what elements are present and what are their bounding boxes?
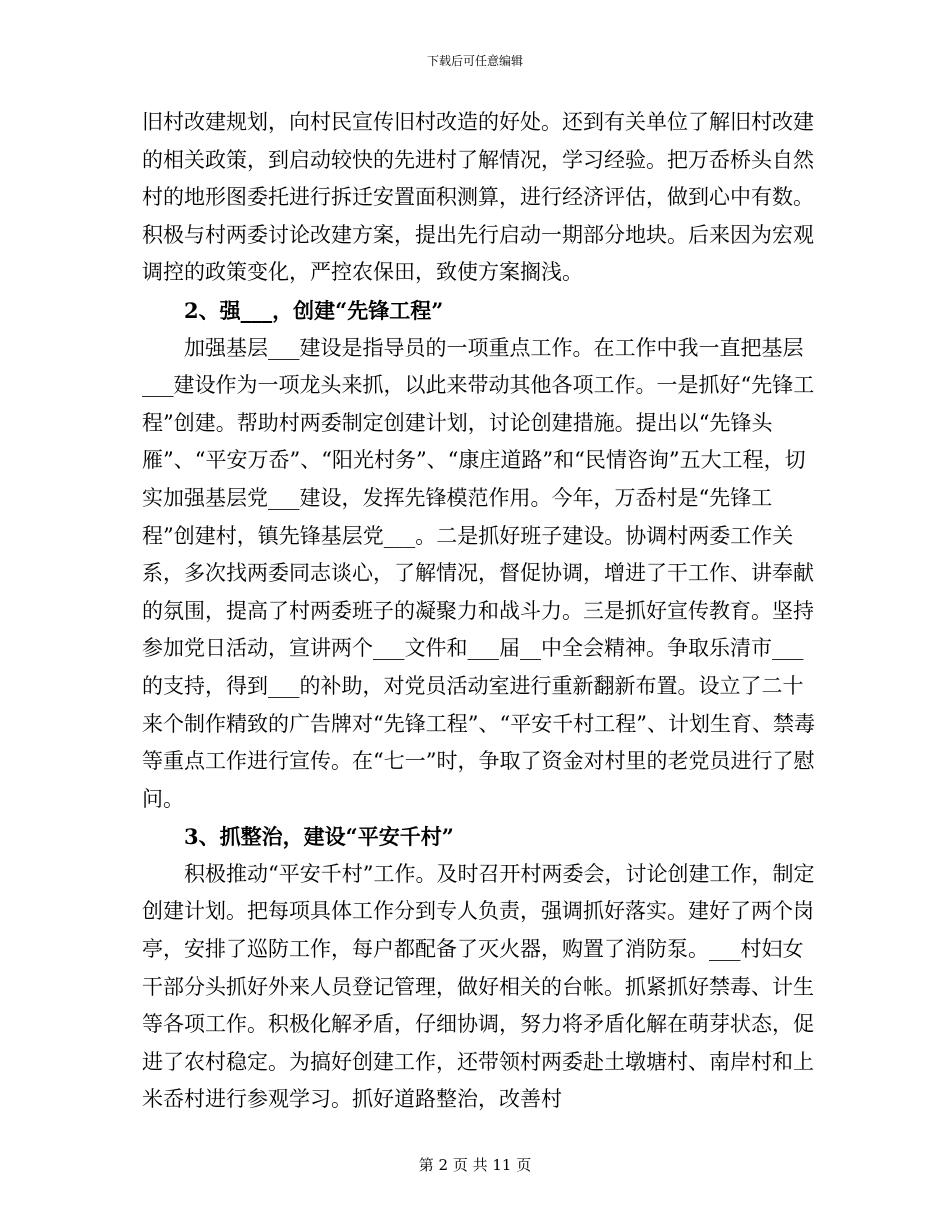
page-footer: 第 2 页 共 11 页 bbox=[418, 1156, 532, 1174]
page-header: 下载后可任意编辑 bbox=[426, 54, 523, 68]
paragraph-3: 积极推动“平安千村”工作。及时召开村两委会，讨论创建工作，制定创建计划。把每项具体工作分到专人负责，强调抓好落实。建好了两个岗亭，安排了巡防工作，每户都配备了灭火器，购置了消防泵。___村妇女干部分头抓好外来人员登记管理，做好相关的台帐。抓紧抓好禁毒、计生等各项工作。积极化解矛盾，仔细协调，努力将矛盾化解在萌芽状态，促进了农村稳定。为搞好创建工作，还带领村两委赴土墩塘村、南岸村和上米岙村进行参观学习。抓好道路整治，改善村 bbox=[142, 861, 815, 1112]
paragraph-2: 加强基层___建设是指导员的一项重点工作。在工作中我一直把基层___建设作为一项龙头来抓，以此来带动其他各项工作。一是抓好“先锋工程”创建。帮助村两委制定创建计划，讨论创建措施。提出以“先锋头雁”、“平安万岙”、“阳光村务”、“康庄道路”和“民情咨询”五大工程，切实加强基层党___建设，发挥先锋模范作用。今年，万岙村是“先锋工程”创建村，镇先锋基层党___。二是抓好班子建设。协调村两委工作关系，多次找两委同志谈心，了解情况，督促协调，增进了干工作、讲奉献的氛围，提高了村两委班子的凝聚力和战斗力。三是抓好宣传教育。坚持参加党日活动，宣讲两个___文件和___届__中全会精神。争取乐清市___的支持，得到___的补助，对党员活动室进行重新翻新布置。设立了二十来个制作精致的广告牌对“先锋工程”、“平安千村工程”、计划生育、禁毒等重点工作进行宣传。在“七一”时，争取了资金对村里的老党员进行了慰问。 bbox=[142, 335, 815, 811]
section-heading-3: 3、抓整治，建设“平安千村” bbox=[184, 824, 454, 850]
section-heading-2: 2、强___，创建“先锋工程” bbox=[184, 297, 444, 323]
document-body bbox=[142, 104, 822, 1119]
paragraph-1: 旧村改建规划，向村民宣传旧村改造的好处。还到有关单位了解旧村改建的相关政策，到启动较快的先进村了解情况，学习经验。把万岙桥头自然村的地形图委托进行拆迁安置面积测算，进行经济评估，做到心中有数。积极与村两委讨论改建方案，提出先行启动一期部分地块。后来因为宏观调控的政策变化，严控农保田，致使方案搁浅。 bbox=[142, 110, 814, 285]
